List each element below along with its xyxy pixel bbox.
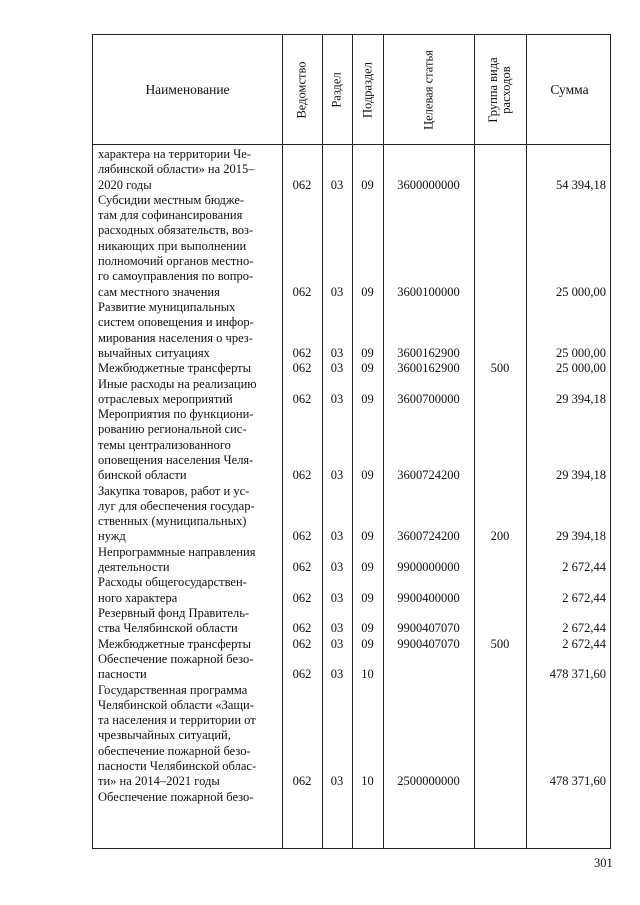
row-subsection: 09 <box>361 284 374 299</box>
header-target-article: Целевая статья <box>421 50 435 130</box>
row-name-line: Государственная программа <box>98 682 248 697</box>
table-row <box>93 147 612 193</box>
row-department: 062 <box>292 636 312 651</box>
table-row <box>93 407 612 484</box>
row-subsection: 09 <box>361 636 374 651</box>
table-row <box>93 606 612 637</box>
row-amount: 2 672,44 <box>562 621 606 636</box>
row-name <box>98 193 278 300</box>
row-name <box>98 147 278 193</box>
row-amount: 29 394,18 <box>556 529 606 544</box>
row-name-line: Субсидии местным бюдже- <box>98 192 245 207</box>
header-subsection: Подраздел <box>360 62 374 118</box>
row-target-article: 3600162900 <box>397 345 460 360</box>
row-subsection: 09 <box>361 590 374 605</box>
row-name-line: Обеспечение пожарной безо- <box>98 651 254 666</box>
header-department-cell <box>282 35 322 145</box>
header-department: Ведомство <box>294 61 309 119</box>
row-amount: 478 371,60 <box>549 667 606 682</box>
row-expense-group: 500 <box>490 636 510 651</box>
row-name-line: расходных обязательств, воз- <box>98 223 254 238</box>
row-name-line: Иные расходы на реализацию <box>98 376 257 391</box>
row-department: 062 <box>292 774 312 789</box>
row-target-article: 3600162900 <box>397 361 460 376</box>
row-subsection: 09 <box>361 361 374 376</box>
row-name-line: Непрограммные направления <box>98 544 256 559</box>
row-section: 03 <box>330 621 344 636</box>
row-section: 03 <box>330 177 344 192</box>
row-section: 03 <box>330 529 344 544</box>
row-section: 03 <box>330 468 344 483</box>
row-target-article: 9900400000 <box>397 590 460 605</box>
row-department: 062 <box>292 345 312 360</box>
row-subsection: 09 <box>361 621 374 636</box>
table-row <box>93 637 612 652</box>
header-amount: Сумма <box>550 82 589 97</box>
header-target-article-cell <box>383 35 474 145</box>
row-name-line: Закупка товаров, работ и ус- <box>98 483 250 498</box>
row-subsection: 10 <box>361 667 374 682</box>
row-target-article: 9900000000 <box>397 560 460 575</box>
row-name-line: бинской области <box>98 468 187 483</box>
row-name <box>98 484 278 545</box>
row-section: 03 <box>330 667 344 682</box>
row-name-line: Обеспечение пожарной безо- <box>98 789 254 804</box>
row-target-article: 3600100000 <box>397 284 460 299</box>
row-name-line: отраслевых мероприятий <box>98 391 233 406</box>
row-name-line: вычайных ситуациях <box>98 345 210 360</box>
row-name <box>98 407 278 483</box>
row-name-line: там для софинансирования <box>98 208 243 223</box>
row-section: 03 <box>330 345 344 360</box>
table-row <box>93 545 612 576</box>
row-target-article: 2500000000 <box>397 774 460 789</box>
row-expense-group: 200 <box>490 529 510 544</box>
row-name <box>98 637 278 652</box>
row-subsection: 09 <box>361 560 374 575</box>
row-name-line: обеспечение пожарной безо- <box>98 743 251 758</box>
budget-table <box>92 34 611 849</box>
row-name-line: ти» на 2014–2021 годы <box>98 774 220 789</box>
table-row <box>93 683 612 790</box>
table-row <box>93 193 612 300</box>
row-name-line: луг для обеспечения государ- <box>98 498 255 513</box>
header-expense-group-cell <box>474 35 526 145</box>
row-name-line: Челябинской области «Защи- <box>98 697 254 712</box>
row-department: 062 <box>292 284 312 299</box>
row-department: 062 <box>292 621 312 636</box>
row-amount: 25 000,00 <box>556 361 606 376</box>
row-amount: 54 394,18 <box>556 177 606 192</box>
row-name-line: Межбюджетные трансферты <box>98 636 252 651</box>
page-number: 301 <box>594 856 613 870</box>
row-name-line: Мероприятия по функциони- <box>98 407 254 422</box>
row-name-line: лябинской области» на 2015– <box>98 162 255 177</box>
row-department: 062 <box>292 391 312 406</box>
table-row <box>93 790 612 805</box>
table-header <box>93 35 610 145</box>
row-name-line: Развитие муниципальных <box>98 300 236 314</box>
header-name: Наименование <box>145 82 230 97</box>
row-amount: 25 000,00 <box>556 345 606 360</box>
row-amount: 29 394,18 <box>556 468 606 483</box>
row-target-article: 3600000000 <box>397 177 460 192</box>
table-row <box>93 377 612 408</box>
row-amount: 29 394,18 <box>556 391 606 406</box>
row-name <box>98 606 278 637</box>
row-name-line: характера на территории Че- <box>98 147 251 161</box>
row-name-line: пасности <box>98 667 147 682</box>
row-target-article: 9900407070 <box>397 636 460 651</box>
row-name-line: ства Челябинской области <box>98 621 238 636</box>
row-target-article: 9900407070 <box>397 621 460 636</box>
row-name-line: Расходы общегосударствен- <box>98 575 247 590</box>
table-row <box>93 361 612 376</box>
row-name-line: Резервный фонд Правитель- <box>98 606 250 620</box>
row-amount: 2 672,44 <box>562 636 606 651</box>
row-name-line: систем оповещения и инфор- <box>98 315 254 330</box>
row-subsection: 09 <box>361 177 374 192</box>
row-name-line: темы централизованного <box>98 437 231 452</box>
row-subsection: 09 <box>361 468 374 483</box>
row-name-line: рованию региональной сис- <box>98 422 247 437</box>
row-department: 062 <box>292 468 312 483</box>
row-amount: 2 672,44 <box>562 560 606 575</box>
row-section: 03 <box>330 774 344 789</box>
header-subsection-cell <box>352 35 383 145</box>
row-target-article: 3600700000 <box>397 391 460 406</box>
row-name-line: ственных (муниципальных) <box>98 514 247 529</box>
row-subsection: 09 <box>361 391 374 406</box>
row-name-line: 2020 годы <box>98 177 152 192</box>
row-name <box>98 300 278 361</box>
row-name-line: деятельности <box>98 560 170 575</box>
row-expense-group: 500 <box>490 361 510 376</box>
row-amount: 25 000,00 <box>556 284 606 299</box>
row-subsection: 09 <box>361 529 374 544</box>
row-target-article: 3600724200 <box>397 468 460 483</box>
row-section: 03 <box>330 636 344 651</box>
row-name <box>98 377 278 408</box>
row-name-line: нужд <box>98 529 126 544</box>
row-name <box>98 575 278 606</box>
row-department: 062 <box>292 529 312 544</box>
row-name <box>98 361 278 376</box>
row-name <box>98 790 278 805</box>
row-name-line: никающих при выполнении <box>98 238 247 253</box>
row-name-line: пасности Челябинской облас- <box>98 758 257 773</box>
row-section: 03 <box>330 284 344 299</box>
row-department: 062 <box>292 361 312 376</box>
row-section: 03 <box>330 391 344 406</box>
header-expense-group: Группа вида расходов <box>486 57 513 123</box>
row-subsection: 09 <box>361 345 374 360</box>
row-name <box>98 683 278 790</box>
row-department: 062 <box>292 560 312 575</box>
row-department: 062 <box>292 667 312 682</box>
row-section: 03 <box>330 560 344 575</box>
row-name-line: чрезвычайных ситуаций, <box>98 728 231 743</box>
row-name-line: полномочий органов местно- <box>98 254 254 269</box>
row-section: 03 <box>330 590 344 605</box>
row-department: 062 <box>292 590 312 605</box>
row-name-line: та населения и территории от <box>98 713 256 728</box>
table-row <box>93 484 612 545</box>
table-row <box>93 575 612 606</box>
row-target-article: 3600724200 <box>397 529 460 544</box>
row-name-line: оповещения населения Челя- <box>98 452 254 467</box>
header-section: Раздел <box>329 72 344 108</box>
row-name-line: ного характера <box>98 590 178 605</box>
row-name-line: мирования населения о чрез- <box>98 330 253 345</box>
row-name-line: Межбюджетные трансферты <box>98 361 252 376</box>
row-name-line: сам местного значения <box>98 284 220 299</box>
row-subsection: 10 <box>361 774 374 789</box>
row-name <box>98 545 278 576</box>
row-amount: 478 371,60 <box>549 774 606 789</box>
header-section-cell <box>322 35 352 145</box>
row-department: 062 <box>292 177 312 192</box>
row-section: 03 <box>330 361 344 376</box>
table-row <box>93 300 612 361</box>
row-amount: 2 672,44 <box>562 590 606 605</box>
table-row <box>93 652 612 683</box>
row-name-line: го самоуправления по вопро- <box>98 269 254 284</box>
row-name <box>98 652 278 683</box>
